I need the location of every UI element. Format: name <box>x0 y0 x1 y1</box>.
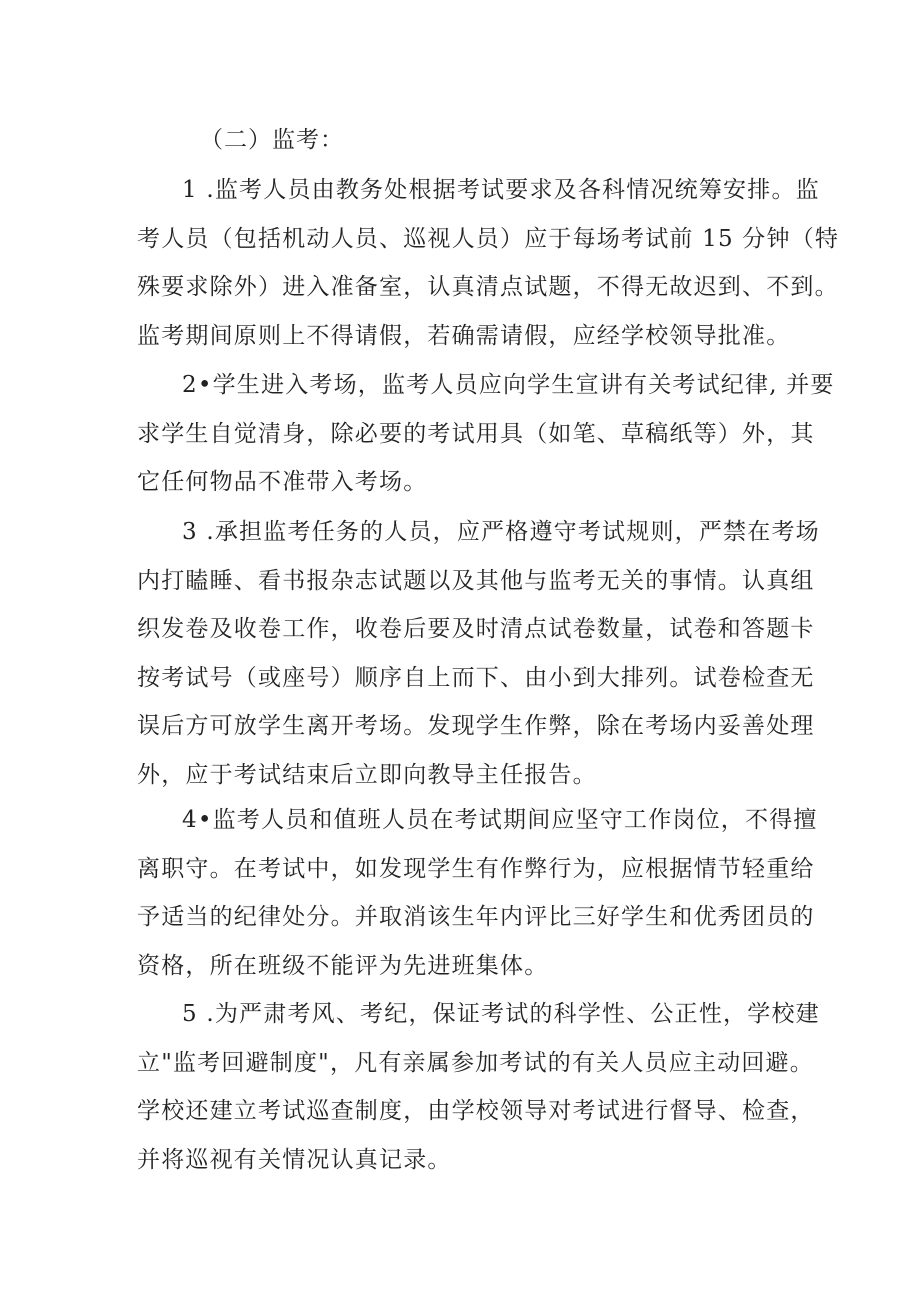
paragraph-4 <box>137 796 818 990</box>
paragraph-line: 1 .监考人员由教务处根据考试要求及各科情况统筹安排。监 <box>182 177 820 203</box>
paragraph-line: 离职守。在考试中，如发现学生有作弊行为，应根据情节轻重给 <box>137 855 815 882</box>
paragraph-line: 按考试号（或座号）顺序自上而下、由小到大排列。试卷检查无 <box>137 664 815 691</box>
paragraph-1 <box>137 166 840 360</box>
paragraph-line: 资格，所在班级不能评为先进班集体。 <box>137 952 549 979</box>
paragraph-line: 它任何物品不准带入考场。 <box>137 469 428 495</box>
paragraph-line: 外，应于考试结束后立即向教导主任报告。 <box>137 761 597 788</box>
paragraph-line: 监考期间原则上不得请假，若确需请假，应经学校领导批准。 <box>137 322 791 349</box>
section-heading: （二）监考： <box>200 127 344 153</box>
paragraph-line: 考人员（包括机动人员、巡视人员）应于每场考试前 15 分钟（特 <box>137 225 840 252</box>
paragraph-line: 误后方可放学生离开考场。发现学生作弊，除在考场内妥善处理 <box>137 713 815 739</box>
paragraph-5 <box>137 990 820 1184</box>
paragraph-line: 内打瞌睡、看书报杂志试题以及其他与监考无关的事情。认真组 <box>137 567 815 594</box>
paragraph-line: 3 .承担监考任务的人员，应严格遵守考试规则，严禁在考场 <box>182 519 820 545</box>
paragraph-line: 学校还建立考试巡查制度，由学校领导对考试进行督导、检查， <box>137 1098 815 1124</box>
paragraph-line: 求学生自觉清身，除必要的考试用具（如笔、草稿纸等）外，其 <box>137 420 815 447</box>
paragraph-line: 2•学生进入考场，监考人员应向学生宣讲有关考试纪律, 并要 <box>182 372 835 398</box>
paragraph-line: 予适当的纪律处分。并取消该生年内评比三好学生和优秀团员的 <box>137 904 815 930</box>
paragraph-2 <box>137 361 835 507</box>
paragraph-line: 织发卷及收卷工作，收卷后要及时清点试卷数量，试卷和答题卡 <box>137 616 815 642</box>
paragraph-line: 4•监考人员和值班人员在考试期间应坚守工作岗位，不得擅 <box>182 807 818 833</box>
paragraph-line: 5 .为严肃考风、考纪，保证考试的科学性、公正性，学校建 <box>182 1001 820 1027</box>
paragraph-3 <box>137 508 820 799</box>
paragraph-line: 并将巡视有关情况认真记录。 <box>137 1146 452 1173</box>
paragraph-line: 立"监考回避制度"，凡有亲属参加考试的有关人员应主动回避。 <box>137 1049 814 1076</box>
paragraph-line: 殊要求除外）进入准备室，认真清点试题，不得无故迟到、不到。 <box>137 274 839 300</box>
